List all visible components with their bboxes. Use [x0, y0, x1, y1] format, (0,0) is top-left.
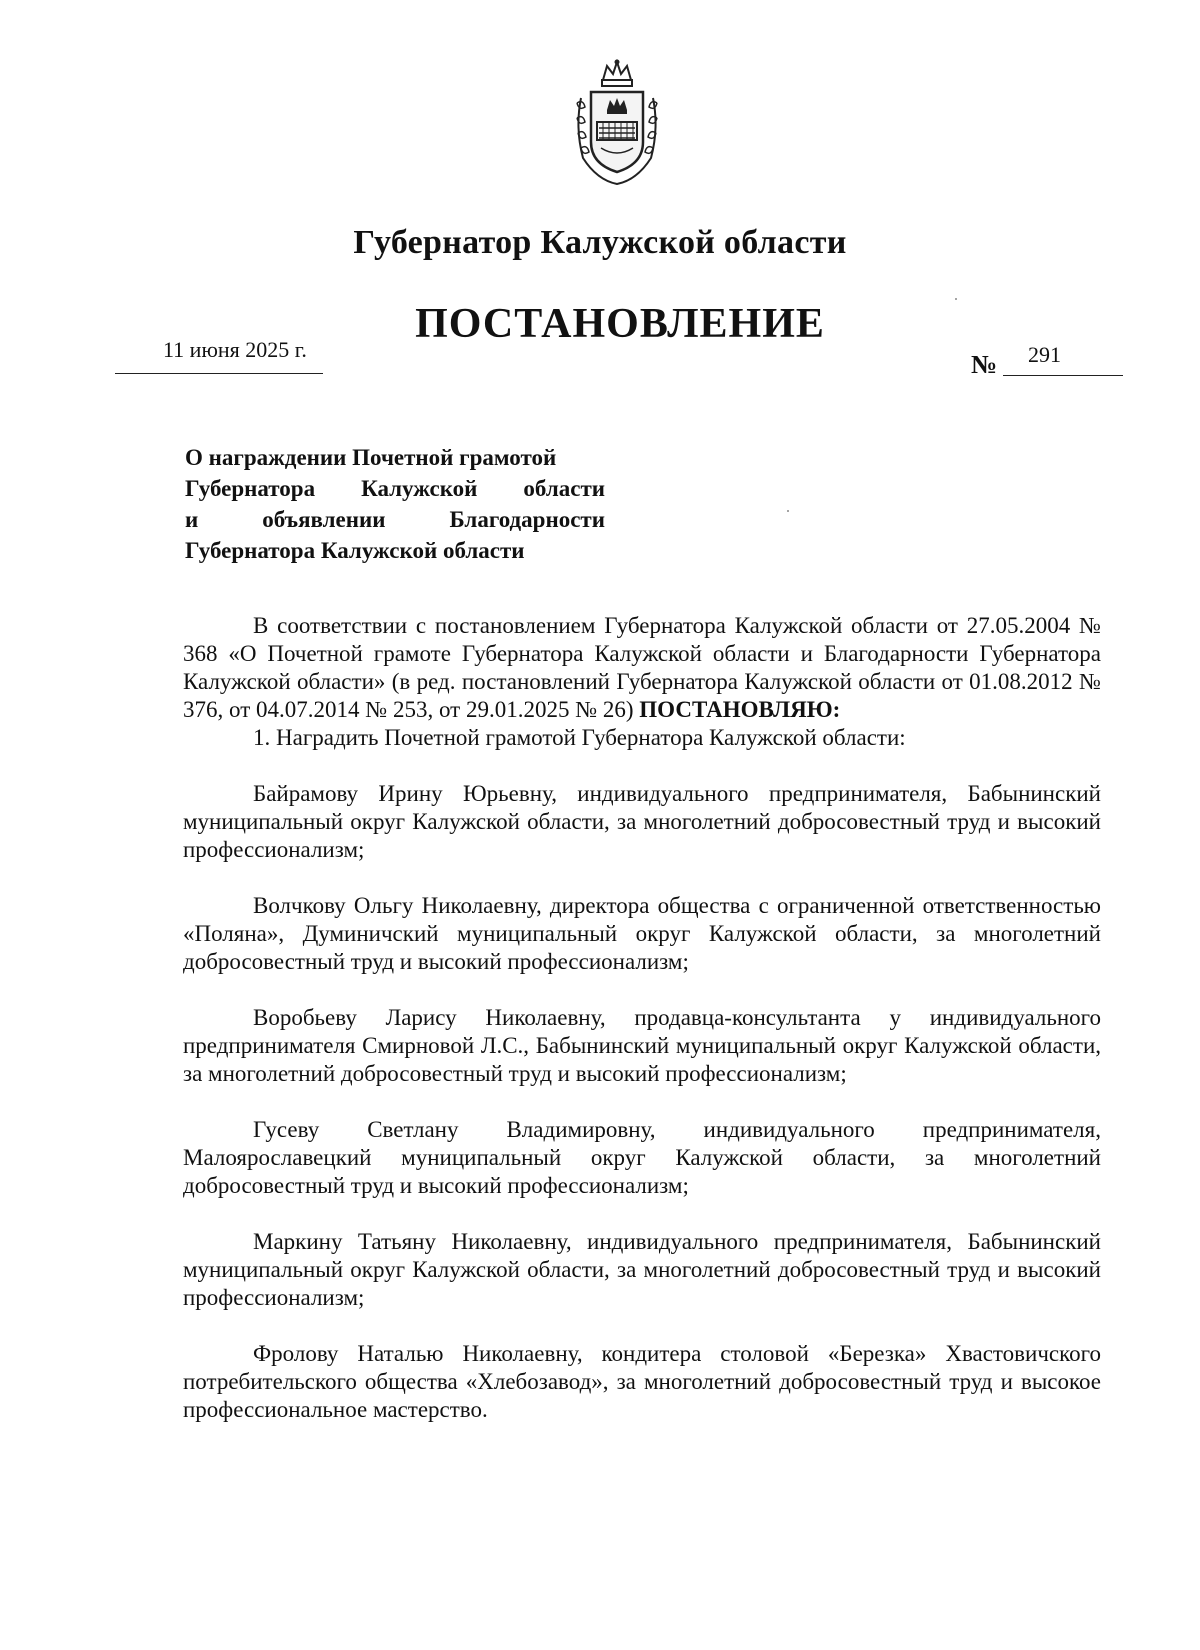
document-subject — [185, 442, 605, 566]
document-date: 11 июня 2025 г. — [163, 337, 307, 362]
document-body — [183, 612, 1101, 1424]
number-label: № — [971, 350, 998, 379]
preamble-text: В соответствии с постановлением Губернатора Калужской области от 27.05.2004 № 368 «О Почетной грамоте Губернатора Калужской области и Благодарности Губернатора Калужской области» (в ред. постановлений Губернатора Калужской области от 01.08.2012 № 376, от 04.07.2014 № 253, от 29.01.2025 № 26) — [183, 613, 1101, 722]
awardee-paragraph: Фролову Наталью Николаевну, кондитера столовой «Березка» Хвастовичского потребительского общества «Хлебозавод», за многолетний добросовестный труд и высокое профессиональное мастерство. — [183, 1341, 1101, 1422]
preamble-paragraph — [183, 612, 1101, 724]
subject-line: Губернатора Калужской области — [185, 538, 525, 563]
coat-of-arms-icon — [567, 58, 667, 188]
awardee-paragraph: Гусеву Светлану Владимировну, индивидуального предпринимателя, Малоярославецкий муниципальный округ Калужской области, за многолетний добросовестный труд и высокий профессионализм; — [183, 1117, 1101, 1198]
issuing-authority: Губернатор Калужской области — [353, 224, 847, 261]
decree-word: ПОСТАНОВЛЯЮ: — [639, 697, 841, 722]
awardee-paragraph: Байрамову Ирину Юрьевну, индивидуального предпринимателя, Бабынинский муниципальный округ Калужской области, за многолетний добросовестный труд и высокий профессионализм; — [183, 781, 1101, 862]
subject-line: Губернатора Калужской области — [185, 476, 605, 501]
subject-line: О награждении Почетной грамотой — [185, 445, 557, 470]
document-number: 291 — [1028, 342, 1061, 367]
subject-line: и объявлении Благодарности — [185, 507, 605, 532]
date-underline — [115, 373, 323, 374]
awardee-paragraph: Волчкову Ольгу Николаевну, директора общества с ограниченной ответственностью «Поляна», Думиничский муниципальный округ Калужской области, за многолетний добросовестный труд и высокий профессионализм; — [183, 893, 1101, 974]
number-underline — [1003, 375, 1123, 376]
clause-1: 1. Наградить Почетной грамотой Губернатора Калужской области: — [253, 725, 906, 750]
awardee-paragraph: Воробьеву Ларису Николаевну, продавца-консультанта у индивидуального предпринимателя Смирновой Л.С., Бабынинский муниципальный округ Калужской области, за многолетний добросовестный труд и высокий профессионализм; — [183, 1005, 1101, 1086]
awardee-paragraph: Маркину Татьяну Николаевну, индивидуального предпринимателя, Бабынинский муниципальный округ Калужской области, за многолетний добросовестный труд и высокий профессионализм; — [183, 1229, 1101, 1310]
document-type: ПОСТАНОВЛЕНИЕ — [415, 301, 825, 347]
